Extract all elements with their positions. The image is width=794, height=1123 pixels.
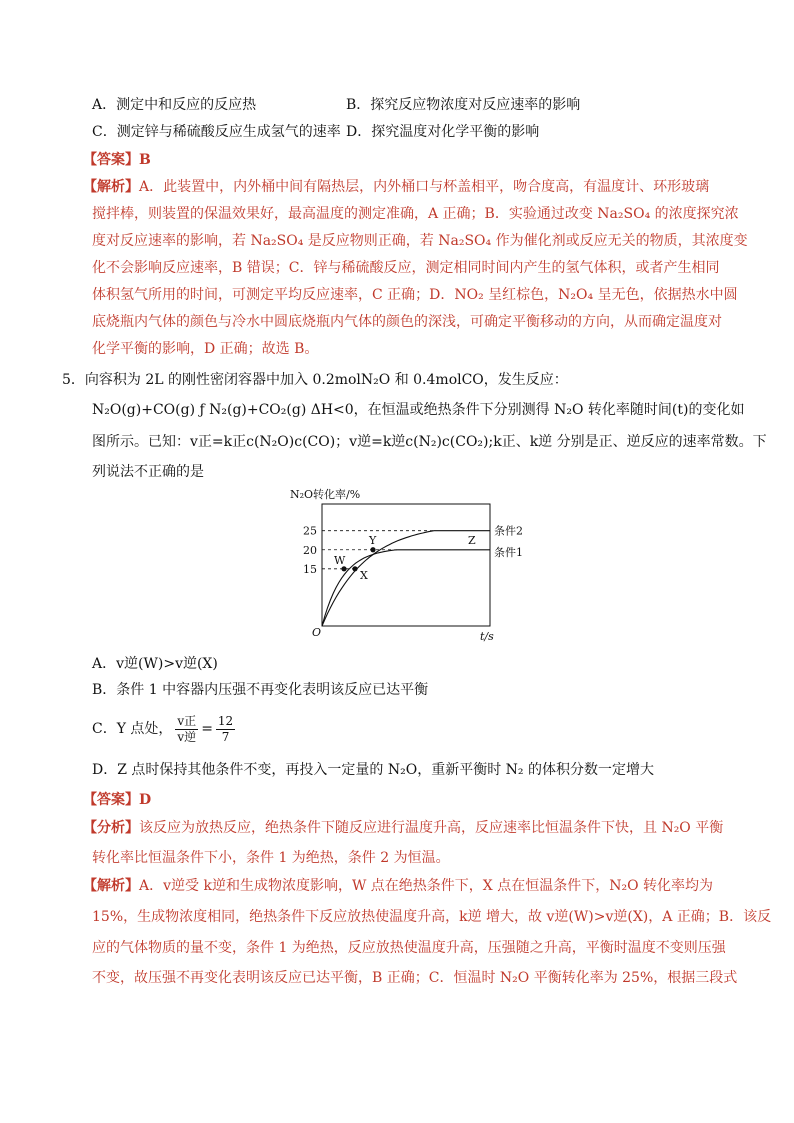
series-line-condition-1 (322, 550, 490, 626)
legend-condition-2: 条件2 (494, 524, 523, 538)
frac-right-num: 12 (217, 713, 234, 728)
q4-option-a: A．测定中和反应的反应热 (92, 97, 257, 113)
q4-analysis-line-5: 体积氢气所用的时间，可测定平均反应速率，C 正确；D．NO₂ 呈红棕色，N₂O₄ 呈无色，依据热水中圆 (92, 287, 738, 303)
q4-analysis-line-7: 化学平衡的影响，D 正确；故选 B。 (92, 341, 319, 357)
q5-stem-line-1: 5．向容积为 2L 的刚性密闭容器中加入 0.2molN₂O 和 0.4molCO，发生反应： (62, 372, 568, 388)
q4-answer (83, 150, 151, 170)
point-y (370, 547, 375, 552)
chart-ylabel: N₂O转化率/% (290, 488, 361, 501)
q5-stem-line-2: N₂O(g)+CO(g) ƒ N₂(g)+CO₂(g) ΔH<0，在恒温或绝热条件下分别测得 N₂O 转化率随时间(t)的变化如 (92, 402, 745, 418)
q4-analysis-line-3: 度对反应速率的影响，若 Na₂SO₄ 是反应物则正确，若 Na₂SO₄ 作为催化剂或反应无关的物质，其浓度变 (92, 233, 748, 249)
series-line-condition-2 (322, 531, 490, 626)
q5-analysis-text: A．v逆受 k逆和生成物浓度影响，W 点在绝热条件下，X 点在恒温条件下，N₂O 转化率均为 (139, 878, 713, 894)
q5-answer (83, 790, 151, 810)
y-tick-label: 15 (303, 562, 317, 576)
q5-option-a: A．v逆(W)>v逆(X) (92, 656, 218, 672)
q4-option-d: D．探究温度对化学平衡的影响 (346, 124, 540, 140)
q5-analysis-line-3: 应的气体物质的量不变，条件 1 为绝热，反应放热使温度升高，压强随之升高，平衡时温度不变则压强 (92, 940, 726, 956)
frac-right-den: 7 (221, 729, 230, 744)
q5-option-c (92, 712, 238, 746)
frac-left-num: v正 (177, 713, 197, 728)
q5-fenxi-text: 该反应为放热反应，绝热条件下随反应进行温度升高，反应速率比恒温条件下快，且 N₂O 平衡 (139, 820, 724, 836)
q4-option-c: C．测定锌与稀硫酸反应生成氢气的速率 (92, 124, 341, 140)
q5-analysis-line-2: 15%，生成物浓度相同，绝热条件下反应放热使温度升高，k逆 增大，故 v逆(W)>v逆(X)，A 正确；B．该反 (92, 909, 772, 925)
q4-analysis-text: A．此装置中，内外桶中间有隔热层，内外桶口与杯盖相平，吻合度高，有温度计、环形玻璃 (139, 179, 710, 195)
q4-analysis-line-6: 底烧瓶内气体的颜色与冷水中圆底烧瓶内气体的颜色的深浅，可确定平衡移动的方向，从而确定温度对 (92, 314, 722, 330)
q5-answer-value: D (139, 792, 152, 808)
q5-analysis-line-4: 不变，故压强不再变化表明该反应已达平衡，B 正确；C．恒温时 N₂O 平衡转化率为 25%，根据三段式 (92, 970, 738, 986)
q5-option-c-prefix: C．Y 点处， (92, 721, 173, 737)
q4-answer-label: 【答案】 (83, 152, 139, 168)
q5-stem-line-4: 列说法不正确的是 (92, 464, 204, 480)
chart-xlabel: t/s (480, 630, 494, 643)
q5-option-c-frac-right (216, 714, 235, 745)
q4-analysis-label: 【解析】 (83, 179, 139, 195)
chart-frame (322, 504, 490, 626)
point-label-y: Y (369, 533, 377, 547)
legend-condition-1: 条件1 (494, 545, 523, 559)
q5-stem-line-3: 图所示。已知：v正=k正c(N₂O)c(CO)；v逆=k逆c(N₂)c(CO₂);k正、k逆 分别是正、逆反应的速率常数。下 (92, 434, 767, 450)
y-tick-label: 20 (303, 543, 317, 557)
q4-answer-value: B (139, 152, 151, 168)
q4-analysis-line-1 (83, 177, 709, 197)
chart-origin-label: O (312, 626, 322, 639)
q5-answer-label: 【答案】 (83, 792, 139, 808)
q4-analysis-line-2: 搅拌棒，则装置的保温效果好，最高温度的测定准确，A 正确；B．实验通过改变 Na₂SO₄ 的浓度探究浓 (92, 206, 739, 222)
q5-fenxi-line-2: 转化率比恒温条件下小，条件 1 为绝热，条件 2 为恒温。 (92, 850, 450, 866)
q5-option-c-equals: = (201, 721, 213, 737)
q5-analysis-line-1 (83, 876, 713, 896)
q5-option-b: B．条件 1 中容器内压强不再变化表明该反应已达平衡 (92, 682, 429, 698)
conversion-chart (280, 484, 540, 646)
q4-analysis-line-4: 化不会影响反应速率，B 错误；C．锌与稀硫酸反应，测定相同时间内产生的氢气体积，或者产生相同 (92, 260, 720, 276)
q5-fenxi-label: 【分析】 (83, 820, 139, 836)
q5-analysis-label: 【解析】 (83, 878, 139, 894)
q5-option-c-frac-left (175, 714, 198, 745)
point-w (341, 566, 346, 571)
q4-option-b: B．探究反应物浓度对反应速率的影响 (346, 97, 581, 113)
point-label-x: X (360, 568, 368, 582)
q5-option-d: D．Z 点时保持其他条件不变，再投入一定量的 N₂O，重新平衡时 N₂ 的体积分数一定增大 (92, 762, 654, 778)
frac-left-den: v逆 (177, 729, 197, 744)
point-x (352, 566, 357, 571)
y-tick-label: 25 (303, 524, 317, 538)
point-label-w: W (334, 553, 346, 567)
q5-fenxi-line-1 (83, 818, 723, 838)
point-label-z: Z (468, 533, 476, 547)
